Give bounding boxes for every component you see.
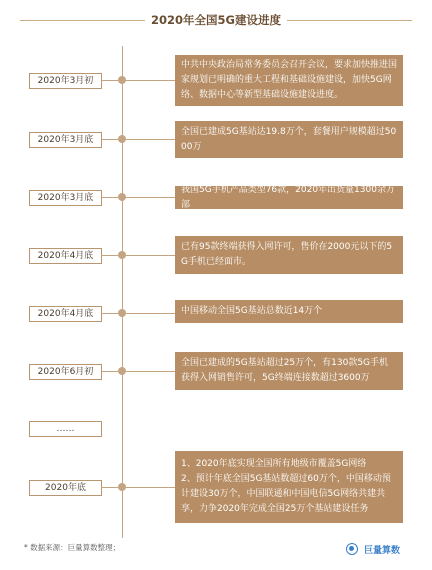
connector	[126, 255, 175, 256]
connector	[101, 80, 118, 81]
timeline-node	[118, 367, 126, 375]
date-label: 2020年3月底	[29, 132, 102, 148]
event-box	[175, 121, 403, 158]
timeline-node	[118, 483, 126, 491]
brand-logo	[346, 542, 400, 556]
event-text: 中国移动全国5G基站总数近14万个	[181, 306, 323, 316]
date-label: 2020年底	[29, 480, 102, 496]
timeline-node	[118, 135, 126, 143]
timeline-node	[118, 251, 126, 259]
wechat-icon	[346, 543, 358, 555]
header-rule-left	[20, 20, 145, 21]
event-text: 全国已建成的5G基站超过25万个，有130款5G手机获得入网销售许可，5G终端连接数超过3600万	[181, 358, 389, 383]
date-label: 2020年3月底	[29, 190, 102, 206]
timeline-node	[118, 193, 126, 201]
event-text: 我国5G手机产品类型76款，2020年出货量1300余万部	[181, 184, 395, 210]
timeline-node	[118, 76, 126, 84]
date-label: 2020年4月底	[29, 248, 102, 264]
event-text: 已有95款终端获得入网许可，售价在2000元以下的5G手机已经面市。	[181, 242, 393, 267]
connector	[126, 371, 175, 372]
event-box	[175, 55, 403, 106]
connector	[126, 197, 175, 198]
page-title: 2020年全国5G建设进度	[151, 13, 281, 27]
event-box	[175, 186, 403, 209]
event-text: 中共中央政治局常务委员会召开会议，要求加快推进国家规划已明确的重大工程和基础设施建设，加快5G网络、数据中心等新型基础设施建设进度。	[181, 60, 398, 100]
event-box	[175, 300, 403, 323]
connector	[101, 255, 118, 256]
connector	[126, 80, 175, 81]
header	[0, 0, 432, 40]
event-text: 全国已建成5G基站达19.8万个，套餐用户规模超过5000万	[181, 126, 397, 152]
connector	[101, 487, 118, 488]
connector	[126, 487, 175, 488]
connector	[101, 371, 118, 372]
event-box	[175, 236, 403, 274]
date-label: 2020年4月底	[29, 306, 102, 322]
connector	[126, 139, 175, 140]
date-label: 2020年3月初	[29, 73, 102, 89]
timeline-node	[118, 309, 126, 317]
brand-name: 巨量算数	[364, 545, 401, 556]
timeline-axis	[122, 46, 123, 538]
connector	[101, 197, 118, 198]
connector	[126, 313, 175, 314]
event-box	[175, 352, 403, 390]
event-box	[175, 451, 403, 523]
date-label: 2020年6月初	[29, 364, 102, 380]
header-rule-right	[287, 20, 412, 21]
source-note: * 数据来源：巨量算数整理；	[24, 543, 121, 552]
connector	[101, 313, 118, 314]
ellipsis-label: ……	[29, 421, 102, 437]
event-text: 1、2020年底实现全国所有地级市覆盖5G网络 2、预计年底全国5G基站数超过60万个，中国移动预计建设30万个，中国联通和中国电信5G网络共建共享，力争2020年完成全国25万个基站建设任务	[181, 459, 391, 514]
connector	[101, 139, 118, 140]
